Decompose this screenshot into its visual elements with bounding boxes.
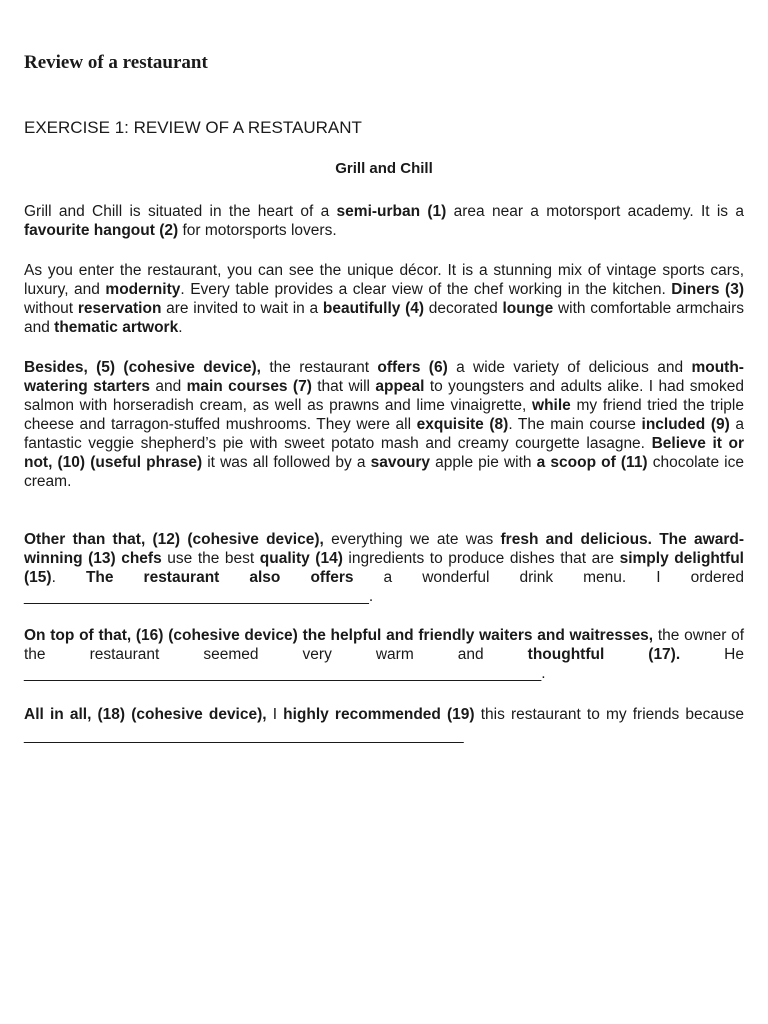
text-run: Grill and Chill is situated in the heart of a: [24, 203, 337, 220]
bold-term: highly recommended (19): [283, 706, 475, 723]
bold-term: mouth-watering starters: [24, 359, 744, 395]
bold-term: a scoop of (11): [536, 454, 648, 471]
text-run: everything we ate was: [323, 531, 501, 548]
text-run: He ____________________________________________________________.: [24, 646, 744, 682]
bold-term: semi-urban (1): [336, 203, 447, 220]
bold-term: simply delightful (15): [24, 550, 744, 586]
bold-term: reservation: [77, 300, 162, 317]
paragraph-quality: [24, 530, 744, 606]
text-run: and: [149, 378, 187, 395]
bold-term: offers (6): [377, 359, 448, 376]
text-run: with comfortable armchairs and: [24, 300, 744, 336]
text-run: my friend tried the triple cheese and tarragon-stuffed mushrooms. They were all: [24, 397, 744, 433]
bold-term: thoughtful (17).: [527, 646, 681, 663]
exercise-heading: EXERCISE 1: REVIEW OF A RESTAURANT: [24, 118, 362, 137]
text-run: As you enter the restaurant, you can see the unique décor. It is a stunning mix of vintage sports cars, luxury, and: [24, 262, 744, 298]
paragraph-intro: [24, 202, 744, 240]
paragraph-decor: [24, 261, 744, 337]
text-run: to youngsters and adults alike. I had smoked salmon with horseradish cream, as well as prawns and lime vinaigrette,: [24, 378, 744, 414]
text-run: use the best: [161, 550, 260, 567]
bold-term: Diners (3): [671, 281, 744, 298]
bold-term: fresh and delicious. The award-winning (13) chefs: [24, 531, 744, 567]
text-run: the restaurant: [260, 359, 378, 376]
bold-term: Believe it or not, (10) (useful phrase): [24, 435, 744, 471]
text-run: a wonderful drink menu. I ordered ________________________________________.: [24, 569, 745, 605]
bold-term: beautifully (4): [322, 300, 425, 317]
bold-term: The restaurant also offers: [85, 569, 354, 586]
bold-term: appeal: [375, 378, 425, 395]
bold-term: thematic artwork: [54, 319, 179, 336]
text-run: it was all followed by a: [202, 454, 371, 471]
paragraph-menu: [24, 358, 744, 491]
bold-term: quality (14): [259, 550, 343, 567]
review-title: Grill and Chill: [335, 160, 433, 177]
text-run: . Every table provides a clear view of the chef working in the kitchen.: [180, 281, 672, 298]
bold-term: On top of that, (16) (cohesive device) the helpful and friendly waiters and waitresses,: [24, 627, 654, 644]
text-run: . The main course: [508, 416, 642, 433]
document-title: Review of a restaurant: [24, 52, 208, 73]
text-run: a wide variety of delicious and: [447, 359, 692, 376]
bold-term: lounge: [502, 300, 554, 317]
text-run: area near a motorsport academy. It is a: [446, 203, 744, 220]
text-run: .: [51, 569, 86, 586]
bold-term: while: [532, 397, 571, 414]
bold-term: exquisite (8): [416, 416, 509, 433]
bold-term: favourite hangout (2): [24, 222, 179, 239]
text-run: decorated: [424, 300, 503, 317]
text-run: ingredients to produce dishes that are: [342, 550, 620, 567]
bold-term: Other than that, (12) (cohesive device),: [24, 531, 324, 548]
bold-term: modernity: [105, 281, 181, 298]
text-run: I: [266, 706, 284, 723]
text-run: for motorsports lovers.: [178, 222, 337, 239]
text-run: the owner of the restaurant seemed very warm and: [24, 627, 745, 663]
text-run: .: [178, 319, 183, 336]
bold-term: included (9): [641, 416, 730, 433]
bold-term: savoury: [370, 454, 431, 471]
bold-term: Besides, (5) (cohesive device),: [24, 359, 261, 376]
text-run: this restaurant to my friends because ___________________________________________________: [24, 706, 744, 744]
text-run: that will: [311, 378, 376, 395]
bold-term: All in all, (18) (cohesive device),: [24, 706, 267, 723]
text-run: chocolate ice cream.: [24, 454, 744, 490]
paragraph-service: [24, 626, 744, 683]
text-run: without: [24, 300, 78, 317]
text-run: are invited to wait in a: [161, 300, 323, 317]
bold-term: main courses (7): [186, 378, 312, 395]
text-run: a fantastic veggie shepherd’s pie with sweet potato mash and creamy courgette lasagne.: [24, 416, 744, 452]
text-run: apple pie with: [430, 454, 537, 471]
paragraph-conclusion: [24, 704, 744, 746]
